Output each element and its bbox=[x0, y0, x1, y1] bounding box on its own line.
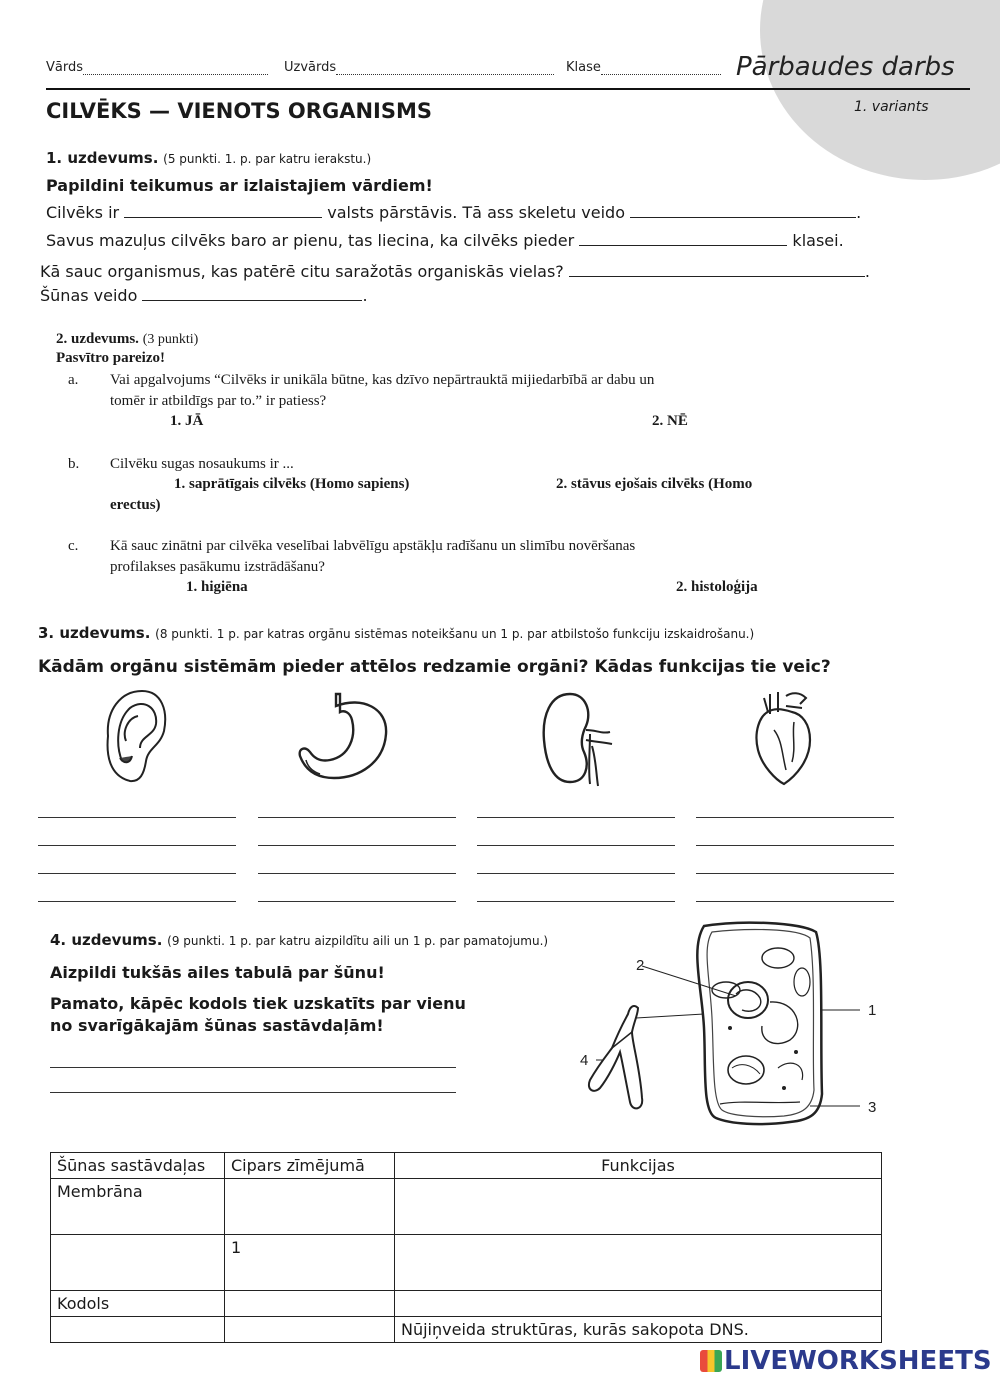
table-cell[interactable]: Membrāna bbox=[51, 1179, 225, 1235]
answer-line[interactable] bbox=[38, 873, 236, 874]
answer-line[interactable] bbox=[477, 873, 675, 874]
answer-line[interactable] bbox=[258, 845, 456, 846]
option-homo-erectus-cont[interactable]: erectus) bbox=[110, 497, 161, 513]
task3-question: Kādām orgānu sistēmām pieder attēlos redzamie orgāni? Kādas funkcijas tie veic? bbox=[38, 657, 831, 677]
question-c-text: Kā sauc zinātni par cilvēka veselībai labvēlīgu apstākļu radīšanu un slimību novēršanas bbox=[110, 538, 636, 554]
answer-blank[interactable] bbox=[569, 264, 865, 277]
answer-line[interactable] bbox=[50, 1067, 456, 1068]
table-cell[interactable] bbox=[225, 1317, 395, 1343]
label-1: 1 bbox=[868, 1002, 877, 1019]
question-letter: b. bbox=[68, 456, 80, 472]
table-cell[interactable]: Nūjiņveida struktūras, kurās sakopota DNS. bbox=[395, 1317, 882, 1343]
task4-instruction-3: no svarīgākajām šūnas sastāvdaļām! bbox=[50, 1016, 384, 1035]
option-homo-erectus[interactable]: 2. stāvus ejošais cilvēks (Homo bbox=[556, 476, 753, 492]
table-cell[interactable] bbox=[225, 1179, 395, 1235]
ear-icon bbox=[100, 686, 172, 786]
option-homo-sapiens[interactable]: 1. saprātīgais cilvēks (Homo sapiens) bbox=[174, 476, 410, 492]
answer-blank[interactable] bbox=[124, 205, 322, 218]
header-divider bbox=[46, 88, 970, 90]
answer-blank[interactable] bbox=[630, 205, 856, 218]
test-type: Pārbaudes darbs bbox=[736, 52, 955, 82]
question-a-text-2: tomēr ir atbildīgs par to.” ir patiess? bbox=[110, 393, 327, 409]
table-cell[interactable] bbox=[395, 1235, 882, 1291]
stomach-icon bbox=[296, 690, 392, 785]
table-cell[interactable]: Kodols bbox=[51, 1291, 225, 1317]
heart-icon bbox=[752, 690, 814, 786]
answer-line[interactable] bbox=[38, 845, 236, 846]
question-a-text: Vai apgalvojums “Cilvēks ir unikāla būtne, kas dzīvo nepārtrauktā mijiedarbībā ar dabu un bbox=[110, 372, 655, 388]
task2-header: 2. uzdevums. (3 punkti) bbox=[56, 331, 199, 347]
answer-line[interactable] bbox=[38, 817, 236, 818]
task3-header: 3. uzdevums. (8 punkti. 1 p. par katras orgānu sistēmas noteikšanu un 1 p. par atbilstošo funkciju izskaidrošanu.) bbox=[38, 624, 755, 642]
logo-icon bbox=[700, 1350, 722, 1372]
label-4: 4 bbox=[580, 1052, 589, 1069]
table-row bbox=[51, 1291, 882, 1317]
table-row bbox=[51, 1179, 882, 1235]
option-yes[interactable]: 1. JĀ bbox=[170, 413, 204, 429]
table-row bbox=[51, 1235, 882, 1291]
task1-sentence-1: Cilvēks ir valsts pārstāvis. Tā ass skeletu veido . bbox=[46, 203, 862, 222]
task4-header: 4. uzdevums. (9 punkti. 1 p. par katru aizpildītu aili un 1 p. par pamatojumu.) bbox=[50, 931, 549, 949]
answer-line[interactable] bbox=[477, 901, 675, 902]
task1-header: 1. uzdevums. (5 punkti. 1. p. par katru ierakstu.) bbox=[46, 149, 372, 167]
table-cell[interactable] bbox=[395, 1291, 882, 1317]
answer-blank[interactable] bbox=[579, 233, 787, 246]
question-b-text: Cilvēku sugas nosaukums ir ... bbox=[110, 456, 294, 472]
answer-blank[interactable] bbox=[142, 288, 362, 301]
table-cell[interactable] bbox=[395, 1179, 882, 1235]
table-cell[interactable] bbox=[51, 1317, 225, 1343]
page-title: CILVĒKS — VIENOTS ORGANISMS bbox=[46, 99, 432, 123]
cell-diagram bbox=[570, 918, 890, 1138]
task1-sentence-4: Šūnas veido . bbox=[40, 286, 368, 305]
option-higiena[interactable]: 1. higiēna bbox=[186, 579, 248, 595]
corner-decoration bbox=[760, 0, 1000, 180]
task1-sentence-2: Savus mazuļus cilvēks baro ar pienu, tas liecina, ka cilvēks pieder klasei. bbox=[46, 231, 844, 250]
answer-line[interactable] bbox=[477, 845, 675, 846]
answer-line[interactable] bbox=[696, 873, 894, 874]
kidney-icon bbox=[540, 690, 620, 788]
answer-line[interactable] bbox=[258, 901, 456, 902]
answer-line[interactable] bbox=[696, 817, 894, 818]
answer-line[interactable] bbox=[696, 901, 894, 902]
task1-instruction: Papildini teikumus ar izlaistajiem vārdiem! bbox=[46, 176, 433, 195]
cell-parts-table bbox=[50, 1152, 882, 1343]
answer-line[interactable] bbox=[696, 845, 894, 846]
table-cell[interactable] bbox=[225, 1291, 395, 1317]
question-letter: a. bbox=[68, 372, 79, 388]
table-row bbox=[51, 1317, 882, 1343]
table-header: Šūnas sastāvdaļas bbox=[51, 1153, 225, 1179]
name-field[interactable]: Vārds bbox=[46, 60, 268, 75]
table-cell[interactable]: 1 bbox=[225, 1235, 395, 1291]
answer-line[interactable] bbox=[50, 1092, 456, 1093]
option-no[interactable]: 2. NĒ bbox=[652, 413, 688, 429]
question-c-text-2: profilakses pasākumu izstrādāšanu? bbox=[110, 559, 325, 575]
variant-label: 1. variants bbox=[854, 99, 929, 115]
table-header: Cipars zīmējumā bbox=[225, 1153, 395, 1179]
answer-line[interactable] bbox=[477, 817, 675, 818]
task4-instruction-1: Aizpildi tukšās ailes tabulā par šūnu! bbox=[50, 963, 385, 982]
surname-field[interactable]: Uzvārds bbox=[284, 60, 554, 75]
liveworksheets-logo: LIVEWORKSHEETS bbox=[700, 1346, 992, 1376]
option-histologija[interactable]: 2. histoloģija bbox=[676, 579, 758, 595]
label-2: 2 bbox=[636, 957, 645, 974]
class-field[interactable]: Klase bbox=[566, 60, 721, 75]
task2-instruction: Pasvītro pareizo! bbox=[56, 350, 166, 366]
answer-line[interactable] bbox=[258, 873, 456, 874]
task4-instruction-2: Pamato, kāpēc kodols tiek uzskatīts par vienu bbox=[50, 994, 466, 1013]
table-cell[interactable] bbox=[51, 1235, 225, 1291]
task1-sentence-3: Kā sauc organismus, kas patērē citu saražotās organiskās vielas? . bbox=[40, 262, 870, 281]
label-3: 3 bbox=[868, 1099, 877, 1116]
answer-line[interactable] bbox=[38, 901, 236, 902]
answer-line[interactable] bbox=[258, 817, 456, 818]
question-letter: c. bbox=[68, 538, 79, 554]
table-header: Funkcijas bbox=[395, 1153, 882, 1179]
